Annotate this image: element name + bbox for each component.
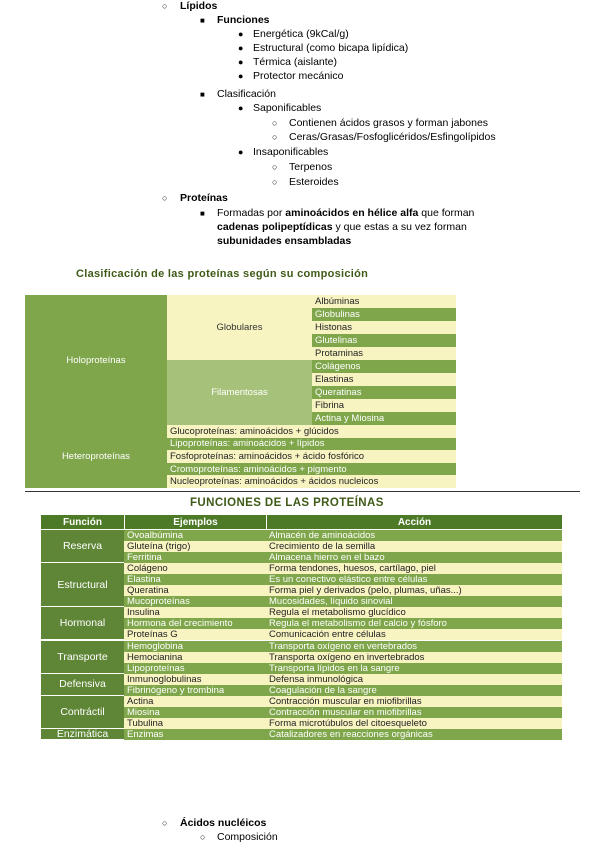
action-cell: Regula el metabolismo del calcio y fósforo: [266, 618, 562, 629]
action-cell: Es un conectivo elástico entre células: [266, 574, 562, 585]
unsaponifiable-item: Terpenos: [289, 161, 333, 173]
example-cell: Enzimas: [124, 729, 266, 740]
proteins-description-line: [217, 221, 467, 234]
example-cell: Miosina: [124, 707, 266, 718]
saponifiable-item: Contienen ácidos grasos y forman jabones: [289, 117, 489, 129]
function-cell: Estructural: [41, 563, 124, 607]
lipid-function-item: Térmica (aislante): [253, 56, 338, 68]
circle-bullet-icon: ○: [162, 193, 168, 203]
dot-bullet-icon: ●: [238, 43, 244, 53]
dot-bullet-icon: ●: [238, 71, 244, 81]
lipids-classification-label: Clasificación: [217, 88, 276, 100]
action-cell: Contracción muscular en miofibrillas: [266, 707, 562, 718]
example-cell: Hemocianina: [124, 652, 266, 663]
text-run-bold: cadenas polipeptídicas: [217, 221, 333, 233]
example-cell: Hormona del crecimiento: [124, 618, 266, 629]
lipid-function-item: Estructural (como bicapa lipídica): [253, 42, 409, 54]
heteroproteins-cell: Heteroproteínas: [25, 425, 167, 488]
table-cell: Fosfoproteínas: aminoácidos + ácido fosfórico: [167, 450, 456, 463]
functions-table-title: FUNCIONES DE LAS PROTEÍNAS: [190, 497, 384, 509]
example-cell: Ferritina: [124, 552, 266, 563]
unsaponifiable-item: Esteroides: [289, 176, 339, 188]
example-cell: Insulina: [124, 607, 266, 618]
table-cell: Fibrina: [312, 399, 456, 412]
example-cell: Queratina: [124, 585, 266, 596]
unsaponifiable-label: Insaponificables: [253, 146, 329, 158]
text-run-bold: aminoácidos en hélice alfa: [285, 207, 419, 219]
example-cell: Mucoproteínas: [124, 596, 266, 607]
circle-bullet-icon: ○: [272, 177, 278, 187]
classification-table-title: Clasificación de las proteínas según su composición: [76, 268, 369, 280]
action-cell: Defensa inmunológica: [266, 674, 562, 685]
square-bullet-icon: ■: [200, 209, 205, 218]
table-cell: Colágenos: [312, 360, 456, 373]
square-bullet-icon: ■: [200, 90, 205, 99]
lipid-function-item: Protector mecánico: [253, 70, 344, 82]
action-cell: Regula el metabolismo glucídico: [266, 607, 562, 618]
action-cell: Contracción muscular en miofibrillas: [266, 696, 562, 707]
saponifiable-label: Saponificables: [253, 102, 322, 114]
table-cell: Elastinas: [312, 373, 456, 386]
dot-bullet-icon: ●: [238, 29, 244, 39]
table-cell: Nucleoproteínas: aminoácidos + ácidos nucleicos: [167, 475, 456, 488]
table-cell: Lipoproteínas: aminoácidos + lípidos: [167, 438, 456, 451]
saponifiable-item: Ceras/Grasas/Fosfoglicéridos/Esfingolípidos: [289, 131, 496, 143]
composition-label: Composición: [217, 831, 278, 843]
function-cell: Hormonal: [41, 607, 124, 640]
lipid-function-item: Energética (9kCal/g): [253, 28, 349, 40]
lipids-functions-label: Funciones: [217, 14, 270, 26]
action-cell: Transporta oxígeno en invertebrados: [266, 652, 562, 663]
circle-bullet-icon: ○: [272, 162, 278, 172]
table-cell: Albúminas: [312, 295, 456, 308]
action-cell: Coagulación de la sangre: [266, 685, 562, 696]
circle-bullet-icon: ○: [272, 132, 278, 142]
globular-cell: Globulares: [167, 295, 312, 360]
function-cell: Reserva: [41, 530, 124, 563]
action-cell: Forma piel y derivados (pelo, plumas, uñas...): [266, 585, 562, 596]
proteins-description-line: [217, 207, 474, 220]
action-cell: Forma microtúbulos del citoesqueleto: [266, 718, 562, 729]
text-run: y que estas a su vez forman: [332, 221, 467, 233]
function-cell: Transporte: [41, 641, 124, 674]
table-cell: Protaminas: [312, 347, 456, 360]
nucleic-acids-title: Ácidos nucléicos: [180, 817, 267, 829]
dot-bullet-icon: ●: [238, 147, 244, 157]
proteins-description-line: subunidades ensambladas: [217, 235, 352, 247]
action-cell: Comunicación entre células: [266, 629, 562, 640]
table-cell: Globulinas: [312, 308, 456, 321]
example-cell: Gluteína (trigo): [124, 541, 266, 552]
action-cell: Transporta lípidos en la sangre: [266, 663, 562, 674]
example-cell: Ovoalbúmina: [124, 530, 266, 541]
function-cell: Enzimática: [41, 729, 124, 740]
example-cell: Inmunoglobulinas: [124, 674, 266, 685]
table-cell: Histonas: [312, 321, 456, 334]
column-header: Función: [41, 515, 124, 529]
text-run: que forman: [418, 207, 475, 219]
table-cell: Actina y Miosina: [312, 412, 456, 425]
filamentous-cell: Filamentosas: [167, 360, 312, 425]
example-cell: Colágeno: [124, 563, 266, 574]
dot-bullet-icon: ●: [238, 57, 244, 67]
table-cell: Cromoproteínas: aminoácidos + pigmento: [167, 463, 456, 476]
example-cell: Hemoglobina: [124, 641, 266, 652]
example-cell: Lipoproteínas: [124, 663, 266, 674]
example-cell: Actina: [124, 696, 266, 707]
example-cell: Elastina: [124, 574, 266, 585]
function-cell: Contráctil: [41, 696, 124, 729]
example-cell: Fibrinógeno y trombina: [124, 685, 266, 696]
action-cell: Almacena hierro en el bazo: [266, 552, 562, 563]
divider: [25, 491, 580, 492]
holoproteins-cell: Holoproteínas: [25, 295, 167, 425]
circle-bullet-icon: ○: [162, 1, 168, 11]
action-cell: Transporta oxígeno en vertebrados: [266, 641, 562, 652]
table-cell: Glutelinas: [312, 334, 456, 347]
action-cell: Mucosidades, líquido sinovial: [266, 596, 562, 607]
dot-bullet-icon: ●: [238, 103, 244, 113]
function-cell: Defensiva: [41, 674, 124, 696]
action-cell: Forma tendones, huesos, cartílago, piel: [266, 563, 562, 574]
action-cell: Almacén de aminoácidos: [266, 530, 562, 541]
action-cell: Crecimiento de la semilla: [266, 541, 562, 552]
example-cell: Tubulina: [124, 718, 266, 729]
proteins-title: Proteínas: [180, 192, 228, 204]
action-cell: Catalizadores en reacciones orgánicas: [266, 729, 562, 740]
text-run: Formadas por: [217, 207, 286, 219]
square-bullet-icon: ■: [200, 16, 205, 25]
circle-bullet-icon: ○: [162, 818, 168, 828]
table-cell: Glucoproteínas: aminoácidos + glúcidos: [167, 425, 456, 438]
lipids-title: Lípidos: [180, 0, 218, 12]
column-header: Acción: [266, 515, 562, 529]
example-cell: Proteínas G: [124, 629, 266, 640]
column-header: Ejemplos: [124, 515, 266, 529]
table-cell: Queratinas: [312, 386, 456, 399]
circle-bullet-icon: ○: [200, 832, 206, 842]
circle-bullet-icon: ○: [272, 118, 278, 128]
